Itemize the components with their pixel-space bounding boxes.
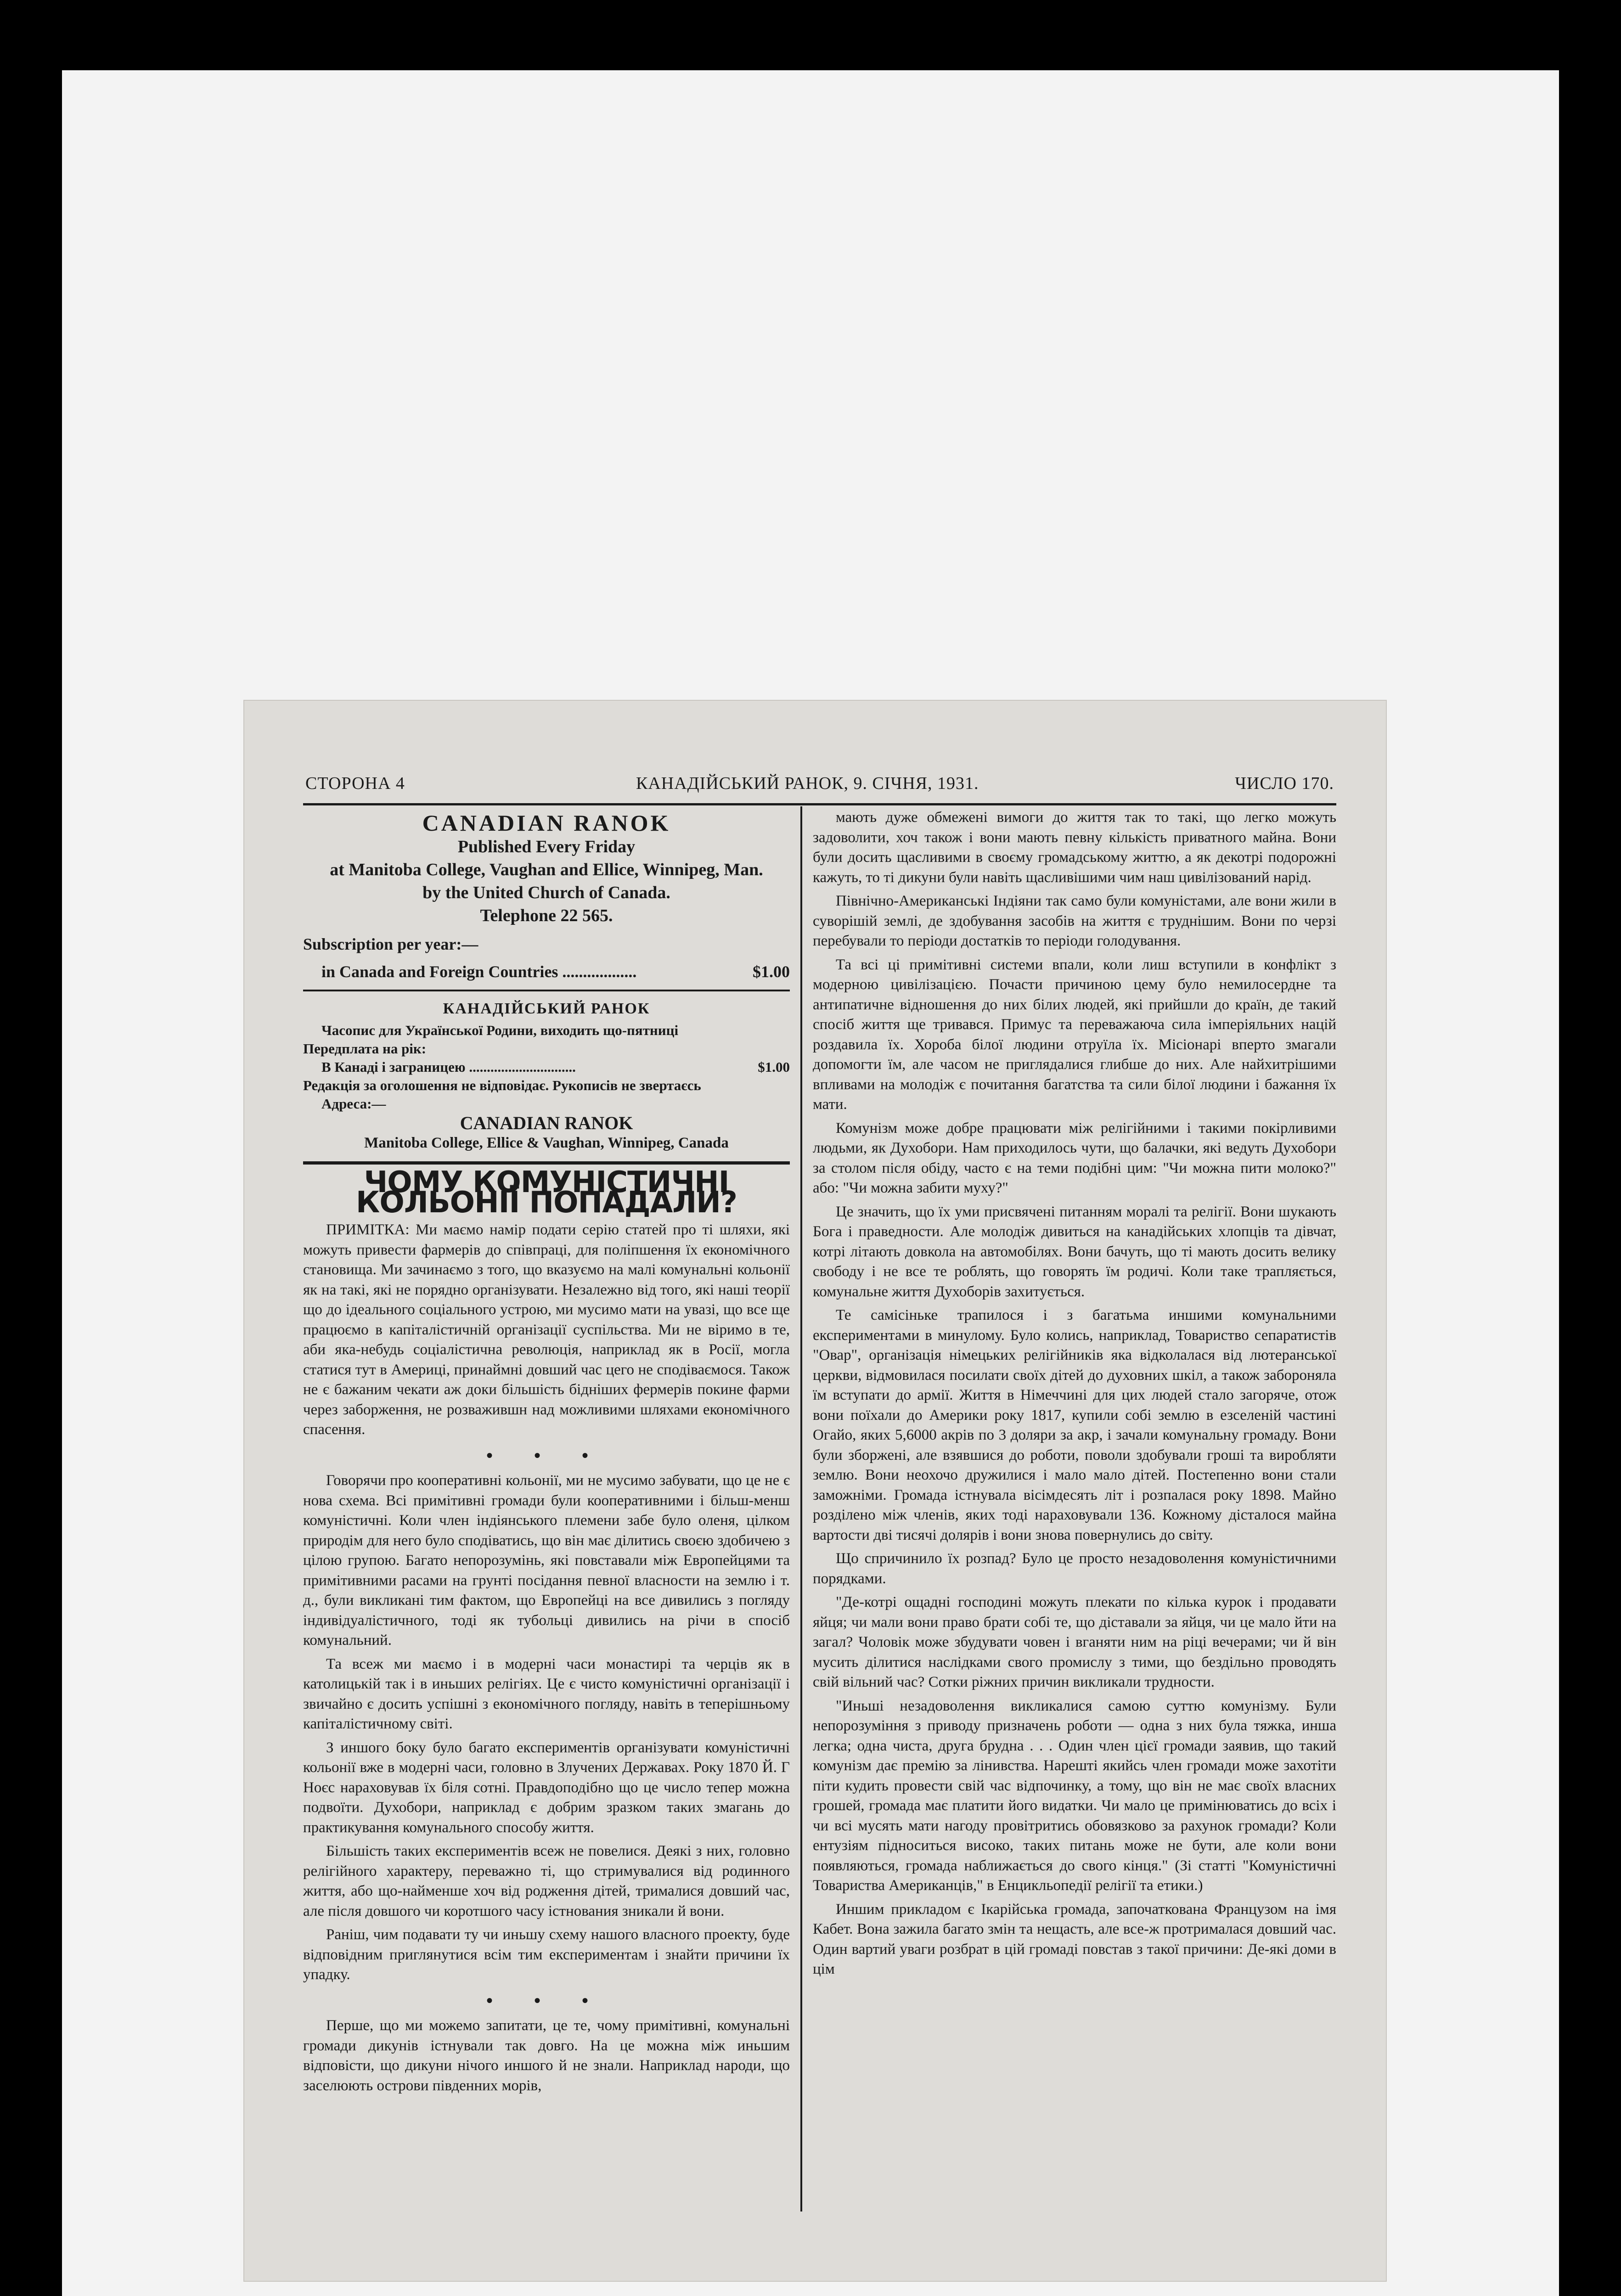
- subscription-label: Subscription per year:—: [303, 934, 478, 953]
- editorial-note: Редакція за оголошення не відповідає. Рукописів не звертаєсь: [303, 1077, 701, 1093]
- article-paragraph: Та всі ці примітивні системи впали, коли лиш вступили в конфлікт з модерною цивілізацією. Почасти причиною цему було немилосердне та антипатичне відношення до них білих людей, які прийшли до країн, де такий спосіб життя ще тривався. Примус та переважаюча сила імперіяльних націй роздавила їх. Хороба білої людини отруїла їх. Місіонарі вперто змагали допомогти їм, але часом не приглядалися глибше до них. Але найхитрішими впливами на молодіж є почитання багатства та сили білої людини і бажання їх мати.: [813, 956, 1336, 1113]
- masthead-uk-title: КАНАДІЙСЬКИЙ РАНОК: [443, 1000, 650, 1017]
- article-body-left: [303, 1471, 790, 1985]
- article-paragraph: Раніш, чим подавати ту чи иньшу схему нашого власного проекту, буде відповідним приглянутися всім тим експериментам і знайти причини їх упадку.: [303, 1926, 790, 1983]
- masthead-english: [303, 810, 790, 927]
- separator: • • •: [486, 1990, 607, 2011]
- newspaper-page: [243, 700, 1387, 2282]
- right-column: [813, 808, 1336, 1983]
- article-paragraph: Більшість таких експериментів всеж не повелися. Деякі з них, головно релігійного характеру, переважно ті, що стримувалися від родинного життя, або що-найменше хоч від родження дітей, трималися довший час, але після довшого чи коротшого часу істнования зникали й вони.: [303, 1843, 790, 1919]
- article-headline: ЧОМУ КОМУНІСТИЧНІ КОЛЬОНІЇ ПОПАДАЛИ?: [356, 1165, 737, 1220]
- masthead-rule: [303, 990, 790, 991]
- article-paragraph: Що спричинило їх розпад? Було це просто незадоволення комуністичними порядками.: [813, 1550, 1336, 1587]
- headline-rule: [303, 1161, 790, 1165]
- article-body-left-end: [303, 2016, 790, 2096]
- masthead-telephone: Telephone 22 565.: [480, 906, 613, 925]
- page-label: СТОРОНА 4: [305, 774, 405, 793]
- article-paragraph: Говорячи про кооперативні кольонії, ми не мусимо забувати, що це не є нова схема. Всі примітивні громади були кооперативними і більш-менш комуністичні. Коли член індіянського племени забе було оленя, цілком природім для него було сподіватись, що він має ділитись своєю здобичею з цілою групою. Багато непорозумінь, які повставали між Европейцями та примітивними расами на грунті посідання певної власности на землю і т. д., були викликані тим фактом, що Европейці на все дивились з погляду індивідуалістичного, тоді як тубольці дивились на річи в спосіб комунальний.: [303, 1472, 790, 1649]
- article-note: [303, 1220, 790, 1440]
- paper-title: КАНАДІЙСЬКИЙ РАНОК, 9. СІЧНЯ, 1931.: [636, 774, 979, 793]
- article-paragraph: Те самісіньке трапилося і з багатьма иншими комунальними експериментами в минулому. Було колись, наприклад, Товариство сепаратистів "Овар", організація німецьких релігійників яка відколалася від лютеранської церкви, відмовилася посилати своїх дітей до духовних шкіл, а також забороняла їм вступати до армії. Життя в Німеччині для цих людей стало загоряче, отож вони поїхали до Америки року 1817, купили собі землю в езселеній частині Огайо, яких 5,6000 акрів по 3 доляри за акр, і зачали комунальну громаду. Вони були зборжені, але взявшися до роботи, поволи здобували гроші та виробляти землю. Вони неохочо дружилися і мало мало дітей. Постепенно вони стали заможніми. Громада істнувала вісімдесять літ і розпалася року 1898. Майно роздiлено між членів, яких тоді нараховували 136. Кожному дісталося майна вартости дві тисячі долярів і вони знова повернулись до світу.: [813, 1307, 1336, 1543]
- masthead-published: Published Every Friday: [457, 837, 636, 856]
- masthead-uk-prepay-row: [303, 1058, 790, 1076]
- subscription-price: $1.00: [753, 962, 790, 981]
- masthead-uk-description: Часопис для Української Родини, виходить що-пятниці: [321, 1022, 679, 1038]
- address-title: CANADIAN RANOK: [460, 1113, 633, 1133]
- subscription-region: in Canada and Foreign Countries ..................: [321, 962, 637, 981]
- article-paragraph: "Иньші незадоволення викликалися самою суттю комунізму. Були непорозуміння з приводу призначень роботи — одна з них була тяжка, инша легка; одна чиста, друга брудна . . . Один член цієї громади заявив, що такий комунізм дає премію за лінивства. Нарешті якийсь член громади може захотіти піти кудить провести свій час відпочинку, а тому, що він не має своїх власних грошей, громада має платити його видатки. Чи мало це примінюватись до всіх і чи всі мусять мати нагоду провітритись обовязково за рахунок громади? Коли ентузіям підноситься високо, таких питань може не бути, але коли вони появляються, громада наближається до свого кінця." (Зі статті "Комуністичні Товариства Американців," в Енцикльопедії релігії та етики.): [813, 1697, 1336, 1894]
- subscription-row: [303, 961, 790, 982]
- prepay-region: В Канаді і заграницею ..............................: [321, 1059, 576, 1075]
- prepay-price: $1.00: [758, 1059, 790, 1075]
- article-paragraph: мають дуже обмежені вимоги до життя так то такі, що легко можуть задоволити, хоч також і вони мають певну кількість приватного майна. Вони були досить щасливими в своєму громадському життю, а як декотрі подорожні кажуть, то ті дикуни були навіть щасливішими чим наш цивілізований нарід.: [813, 809, 1336, 886]
- article-paragraph: Перше, що ми можемо запитати, це те, чому примітивні, комунальні громади дикунів істнували так довго. На це можна між иньшим відповісти, що дикуни нічого иншого й не знали. Наприклад народи, що заселюють острови південних морів,: [303, 2017, 790, 2094]
- address-label: Адреса:—: [321, 1096, 386, 1112]
- article-paragraph: ПРИМІТКА: Ми маємо намір подати серію статей про ті шляхи, які можуть привести фармерів до співпраці, для поліпшення їх економічного становища. Ми зачинаємо з того, що вказуємо на малі комунальні кольонії як на такі, які не порядно організувати. Незалежно від того, які наші теорії що до ідеального соціального устрою, ми мусимо мати на увазі, що все ще працюємо в капіталістичній організації суспільства. Ми не віримо в те, аби яка-небудь соціалістична революція, наприклад як в Росії, могла статися тут в Америці, принаймні довший час цего не сподіваємося. Також не є бажаним чекати аж доки більшість бідніших фермерів покине фарми через заборження, не розважившн над можливими шляхами економічного спасення.: [303, 1221, 790, 1438]
- issue-number: ЧИСЛО 170.: [1235, 774, 1334, 793]
- article-paragraph: Та всеж ми маємо і в модерні часи монастирі та черців як в католицькій так і в иньших релігіях. Це є чисто комуністичні організації і звичайно є досить успішні з економічного погляду, навіть в теперішньому капіталістичному світі.: [303, 1655, 790, 1732]
- article-paragraph: Північно-Американські Індіяни так само були комуністами, але вони жили в суворішій землі, де здобування засобів на життя є труднішим. Вони по черзі перебували то періоди достатків то періоди голодування.: [813, 893, 1336, 949]
- column-rule: [800, 806, 802, 2212]
- page-header: [305, 773, 1334, 801]
- masthead-address-2: by the United Church of Canada.: [422, 883, 670, 902]
- left-column: [303, 808, 790, 2099]
- separator: • • •: [486, 1445, 607, 1466]
- article-paragraph: Це значить, що їх уми присвячені питанням моралі та релігії. Вони шукають Бога і праведности. Але молодіж дивиться на канадійських хлопців та дівчат, котрі літають довкола на автомобілях. Вони бачуть, що ті мають досить велику свободу і не все те роблять, що говорять їм родичі. Коли таке трапляється, комунальне життя Духоборів захитується.: [813, 1203, 1336, 1300]
- article-paragraph: З иншого боку було багато експериментів організувати комуністичні кольонії вже в модерні часи, головно в Злучених Державах. Року 1870 Й. Г Ноєс нараховував їх біля сотні. Правдоподібно що це число тепер можна подвоїти. Духобори, наприклад є добрим зразком таких змагань до практикування комунального способу життя.: [303, 1739, 790, 1836]
- article-paragraph: "Де-котрі ощадні господині можуть плекати по кілька курок і продавати яйця; чи мали вони право брати собі те, що діставали за яйця, чи це мало йти на загал? Чоловік може збудувати човен і вганяти ним на ріці вечерами; чи й він мусить ділитися наслідками свого промислу з тими, що бездільно проводять свій вільний час? Сотки ріжних причин викликали трудности.: [813, 1594, 1336, 1690]
- address-line: Manitoba College, Ellice & Vaughan, Winnipeg, Canada: [364, 1134, 729, 1151]
- header-rule: [303, 803, 1336, 805]
- masthead-address-1: at Manitoba College, Vaughan and Ellice, Winnipeg, Man.: [330, 860, 763, 879]
- article-paragraph: Комунізм може добре працювати між релігійними і такими покірливими людьми, як Духобори. Нам приходилось чути, що балачки, які ведуть Духобори за столом після обіду, часто є на теми подібні цим: "Чи можна пити молоко?" або: "Чи можна забити муху?": [813, 1120, 1336, 1196]
- article-paragraph: Иншим прикладом є Ікарійська громада, започаткована Французом на імя Кабет. Вона зажила багато змін та нещасть, але все-ж протрималася довший час. Один вартий уваги розбрат в цій громаді повстав з такої причини: Де-які доми в цім: [813, 1901, 1336, 1977]
- article-body-right: [813, 808, 1336, 1980]
- masthead-uk-prepay-label: Передплата на рік:: [303, 1041, 427, 1057]
- masthead-title: CANADIAN RANOK: [422, 810, 671, 836]
